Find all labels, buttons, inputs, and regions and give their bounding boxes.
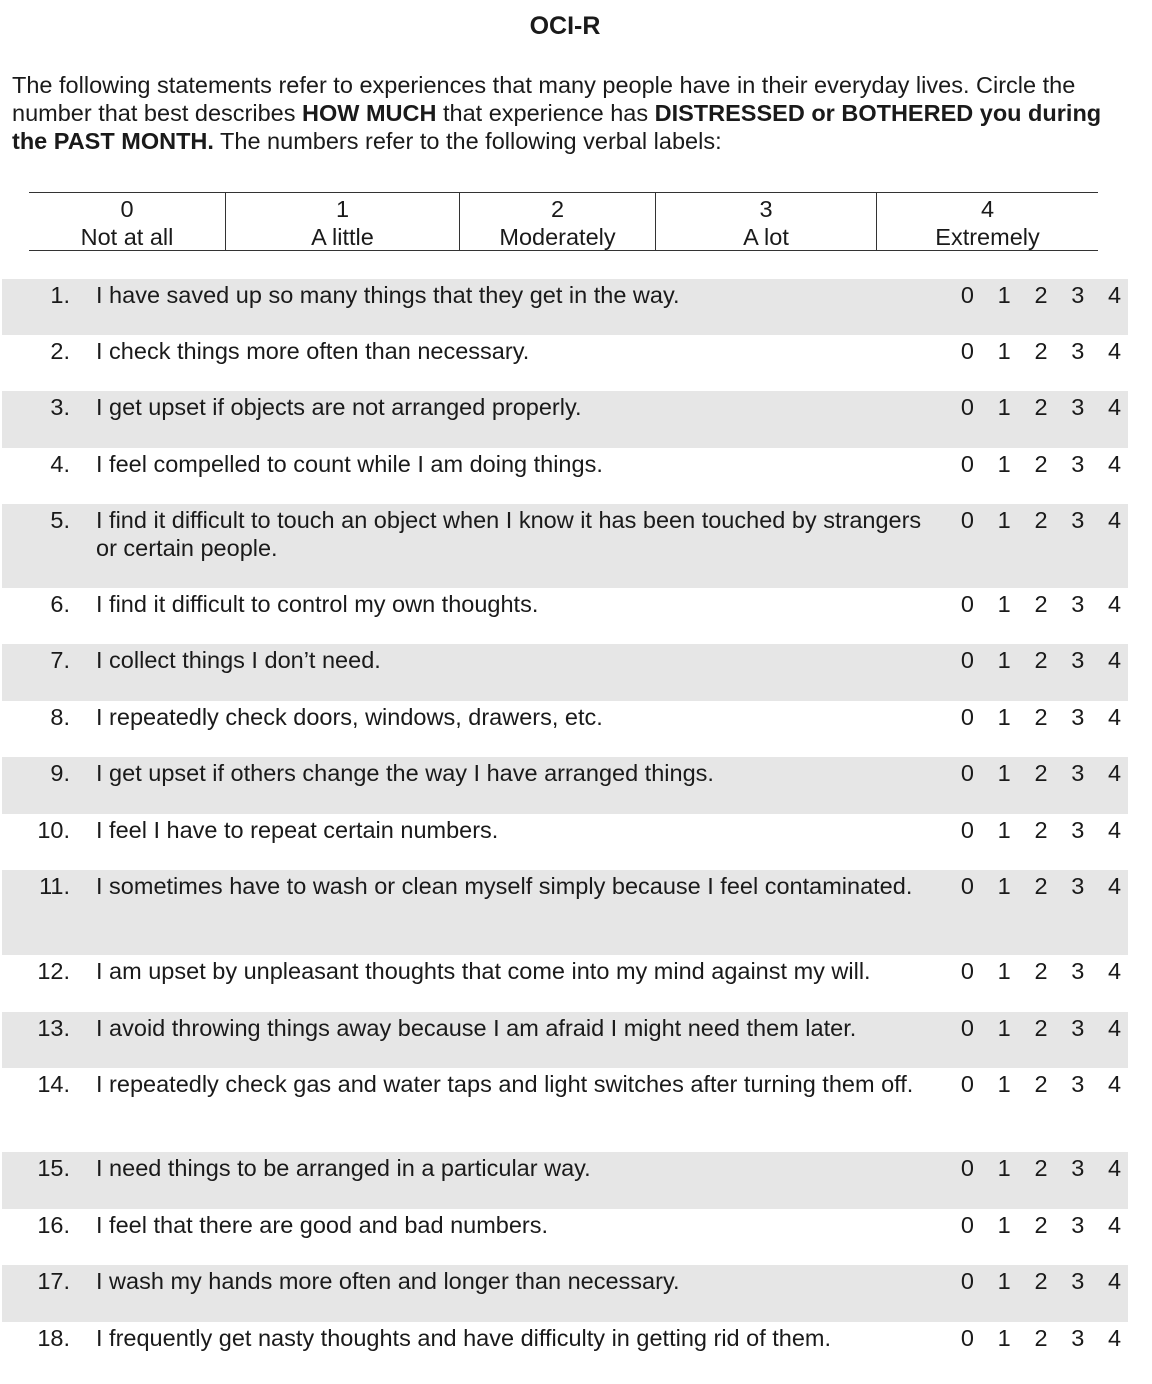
response-option-2[interactable]: 2 [1034, 817, 1048, 843]
question-number: 14. [37, 1071, 70, 1097]
rating-scale-legend [29, 192, 1098, 251]
response-option-2[interactable]: 2 [1034, 282, 1048, 308]
response-option-4[interactable]: 4 [1108, 873, 1122, 899]
question-row [2, 1265, 1128, 1322]
question-row [2, 391, 1128, 448]
response-option-2[interactable]: 2 [1034, 1212, 1048, 1238]
response-option-2[interactable]: 2 [1034, 760, 1048, 786]
question-number: 1. [50, 282, 70, 308]
response-option-0[interactable]: 0 [960, 873, 974, 899]
question-row [2, 870, 1128, 955]
response-option-2[interactable]: 2 [1034, 451, 1048, 477]
scale-value: 3 [759, 196, 773, 222]
response-option-2[interactable]: 2 [1034, 1015, 1048, 1041]
response-option-0[interactable]: 0 [960, 1071, 974, 1097]
question-number: 18. [37, 1325, 70, 1351]
question-row [2, 279, 1128, 335]
question-number: 12. [37, 958, 70, 984]
scale-label: Extremely [935, 224, 1040, 250]
response-option-4[interactable]: 4 [1108, 760, 1122, 786]
response-option-3[interactable]: 3 [1071, 958, 1085, 984]
scale-value: 1 [335, 196, 350, 222]
question-number: 9. [50, 760, 70, 786]
response-option-3[interactable]: 3 [1071, 338, 1085, 364]
question-text: I get upset if objects are not arranged properly. [96, 394, 582, 420]
response-option-3[interactable]: 3 [1071, 507, 1085, 533]
response-option-1[interactable]: 1 [997, 1155, 1011, 1181]
response-option-0[interactable]: 0 [960, 704, 974, 730]
question-row [2, 701, 1128, 757]
response-option-3[interactable]: 3 [1071, 1071, 1085, 1097]
question-number: 15. [37, 1155, 70, 1181]
response-option-0[interactable]: 0 [960, 507, 974, 533]
response-option-3[interactable]: 3 [1071, 760, 1085, 786]
response-option-4[interactable]: 4 [1108, 507, 1122, 533]
response-option-1[interactable]: 1 [997, 817, 1011, 843]
response-option-1[interactable]: 1 [997, 394, 1011, 420]
scale-label: A little [311, 224, 374, 250]
response-option-1[interactable]: 1 [997, 338, 1011, 364]
question-number: 8. [50, 704, 70, 730]
response-option-2[interactable]: 2 [1034, 1325, 1048, 1351]
response-option-2[interactable]: 2 [1034, 507, 1048, 533]
response-option-4[interactable]: 4 [1108, 1015, 1122, 1041]
response-option-0[interactable]: 0 [960, 591, 974, 617]
question-number: 17. [37, 1268, 70, 1294]
response-option-4[interactable]: 4 [1108, 282, 1122, 308]
response-option-4[interactable]: 4 [1108, 1155, 1122, 1181]
question-text: I find it difficult to control my own thoughts. [96, 591, 539, 617]
question-text: I have saved up so many things that they get in the way. [96, 282, 680, 308]
response-options [949, 281, 1133, 309]
response-option-0[interactable]: 0 [960, 958, 974, 984]
response-option-2[interactable]: 2 [1034, 958, 1048, 984]
question-row [2, 757, 1128, 814]
response-option-1[interactable]: 1 [997, 282, 1011, 308]
response-option-4[interactable]: 4 [1108, 338, 1122, 364]
response-options [949, 337, 1133, 365]
response-option-1[interactable]: 1 [997, 451, 1011, 477]
response-options [949, 872, 1133, 900]
response-option-3[interactable]: 3 [1071, 704, 1085, 730]
instructions-text-2: that experience has [436, 100, 655, 126]
question-number: 13. [37, 1015, 70, 1041]
response-option-3[interactable]: 3 [1071, 1015, 1085, 1041]
response-option-1[interactable]: 1 [997, 591, 1011, 617]
response-option-2[interactable]: 2 [1034, 1155, 1048, 1181]
question-row [2, 1012, 1128, 1068]
response-options [949, 506, 1133, 534]
scale-label: Not at all [80, 224, 174, 250]
response-option-2[interactable]: 2 [1034, 704, 1048, 730]
response-options [949, 1211, 1133, 1239]
question-row [2, 504, 1128, 588]
response-options [949, 646, 1133, 674]
response-options [949, 590, 1133, 618]
response-option-2[interactable]: 2 [1034, 647, 1048, 673]
instructions-bold-2: DISTRESSED or BOTHERED you during the PAST MONTH. [12, 100, 1102, 154]
response-options [949, 957, 1133, 985]
response-options [949, 450, 1133, 478]
response-option-3[interactable]: 3 [1071, 647, 1085, 673]
response-option-0[interactable]: 0 [960, 338, 974, 364]
response-option-0[interactable]: 0 [960, 647, 974, 673]
response-options [949, 393, 1133, 421]
question-row [2, 1322, 1128, 1378]
response-option-2[interactable]: 2 [1034, 591, 1048, 617]
response-option-4[interactable]: 4 [1108, 394, 1122, 420]
response-options [949, 816, 1133, 844]
question-number: 7. [50, 647, 70, 673]
question-text: I avoid throwing things away because I am afraid I might need them later. [96, 1015, 857, 1041]
response-option-0[interactable]: 0 [960, 1212, 974, 1238]
response-options [949, 1154, 1133, 1182]
instructions-text-3: The numbers refer to the following verbal labels: [213, 128, 722, 154]
response-option-2[interactable]: 2 [1034, 394, 1048, 420]
scale-value: 0 [120, 196, 134, 222]
question-text: I wash my hands more often and longer than necessary. [96, 1268, 680, 1294]
instructions-bold-1: HOW MUCH [302, 100, 437, 126]
scale-cell-0 [29, 193, 225, 250]
question-text: I frequently get nasty thoughts and have difficulty in getting rid of them. [96, 1325, 832, 1351]
page-title: OCI-R [529, 12, 601, 40]
question-text: I find it difficult to touch an object when I know it has been touched by strangers or certain people. [96, 507, 922, 561]
question-row [2, 814, 1128, 870]
response-option-3[interactable]: 3 [1071, 817, 1085, 843]
question-number: 4. [50, 451, 70, 477]
scale-cell-4 [876, 193, 1098, 250]
question-row [2, 588, 1128, 644]
response-option-4[interactable]: 4 [1108, 451, 1122, 477]
question-row [2, 1209, 1128, 1265]
response-option-0[interactable]: 0 [960, 1015, 974, 1041]
question-row [2, 1152, 1128, 1209]
response-option-4[interactable]: 4 [1108, 591, 1122, 617]
question-text: I need things to be arranged in a particular way. [96, 1155, 591, 1181]
response-option-3[interactable]: 3 [1071, 1325, 1085, 1351]
response-option-4[interactable]: 4 [1108, 1268, 1122, 1294]
response-option-2[interactable]: 2 [1034, 1071, 1048, 1097]
question-number: 3. [50, 394, 70, 420]
response-option-1[interactable]: 1 [997, 647, 1011, 673]
question-text: I am upset by unpleasant thoughts that come into my mind against my will. [96, 958, 871, 984]
response-option-3[interactable]: 3 [1071, 394, 1085, 420]
response-option-1[interactable]: 1 [997, 958, 1011, 984]
response-option-4[interactable]: 4 [1108, 647, 1122, 673]
question-row [2, 644, 1128, 701]
response-option-2[interactable]: 2 [1034, 873, 1048, 899]
response-option-3[interactable]: 3 [1071, 451, 1085, 477]
response-option-1[interactable]: 1 [997, 760, 1011, 786]
response-option-3[interactable]: 3 [1071, 282, 1085, 308]
response-option-3[interactable]: 3 [1071, 1155, 1085, 1181]
response-option-3[interactable]: 3 [1071, 1212, 1085, 1238]
question-row [2, 955, 1128, 1012]
response-options [949, 1324, 1133, 1352]
question-number: 11. [39, 873, 70, 899]
question-text: I feel I have to repeat certain numbers. [96, 817, 499, 843]
response-option-4[interactable]: 4 [1108, 1212, 1122, 1238]
scale-label: Moderately [499, 224, 616, 250]
response-options [949, 1070, 1133, 1098]
scale-value: 4 [980, 196, 995, 222]
instructions-text-1: The following statements refer to experiences that many people have in their everyday lives. Circle the number that best describes [12, 72, 1076, 126]
question-text: I repeatedly check doors, windows, drawers, etc. [96, 704, 603, 730]
scale-cell-1 [225, 193, 459, 250]
question-number: 6. [50, 591, 70, 617]
response-options [949, 759, 1133, 787]
response-option-1[interactable]: 1 [997, 1212, 1011, 1238]
response-option-4[interactable]: 4 [1108, 817, 1122, 843]
question-row [2, 335, 1128, 391]
response-option-0[interactable]: 0 [960, 451, 974, 477]
response-option-1[interactable]: 1 [997, 873, 1011, 899]
question-text: I repeatedly check gas and water taps and light switches after turning them off. [96, 1071, 914, 1097]
response-option-1[interactable]: 1 [997, 507, 1011, 533]
response-option-4[interactable]: 4 [1108, 958, 1122, 984]
response-options [949, 1267, 1133, 1295]
response-options [949, 703, 1133, 731]
response-option-1[interactable]: 1 [997, 1071, 1011, 1097]
response-option-0[interactable]: 0 [960, 1155, 974, 1181]
question-number: 10. [37, 817, 70, 843]
question-text: I sometimes have to wash or clean myself simply because I feel contaminated. [96, 873, 913, 899]
response-option-3[interactable]: 3 [1071, 873, 1085, 899]
question-text: I collect things I don’t need. [96, 647, 381, 673]
response-option-0[interactable]: 0 [960, 282, 974, 308]
response-option-2[interactable]: 2 [1034, 338, 1048, 364]
question-number: 16. [37, 1212, 70, 1238]
scale-cell-3 [655, 193, 876, 250]
question-text: I check things more often than necessary. [96, 338, 530, 364]
response-option-4[interactable]: 4 [1108, 1325, 1122, 1351]
question-text: I feel that there are good and bad numbers. [96, 1212, 549, 1238]
response-option-1[interactable]: 1 [997, 704, 1011, 730]
scale-label: A lot [743, 224, 789, 250]
response-option-1[interactable]: 1 [997, 1268, 1011, 1294]
instructions [12, 71, 1132, 155]
response-option-0[interactable]: 0 [960, 394, 974, 420]
response-option-4[interactable]: 4 [1108, 704, 1122, 730]
response-options [949, 1014, 1133, 1042]
question-row [2, 1068, 1128, 1152]
response-option-0[interactable]: 0 [960, 1268, 974, 1294]
question-number: 5. [50, 507, 70, 533]
response-option-3[interactable]: 3 [1071, 591, 1085, 617]
response-option-4[interactable]: 4 [1108, 1071, 1122, 1097]
response-option-0[interactable]: 0 [960, 817, 974, 843]
question-text: I get upset if others change the way I have arranged things. [96, 760, 714, 786]
question-row [2, 448, 1128, 504]
response-option-2[interactable]: 2 [1034, 1268, 1048, 1294]
question-number: 2. [50, 338, 70, 364]
question-text: I feel compelled to count while I am doing things. [96, 451, 603, 477]
scale-value: 2 [550, 196, 565, 222]
response-option-0[interactable]: 0 [960, 1325, 974, 1351]
response-option-1[interactable]: 1 [997, 1325, 1011, 1351]
scale-cell-2 [459, 193, 655, 250]
response-option-3[interactable]: 3 [1071, 1268, 1085, 1294]
response-option-0[interactable]: 0 [960, 760, 974, 786]
questionnaire-items [2, 279, 1128, 1378]
response-option-1[interactable]: 1 [997, 1015, 1011, 1041]
